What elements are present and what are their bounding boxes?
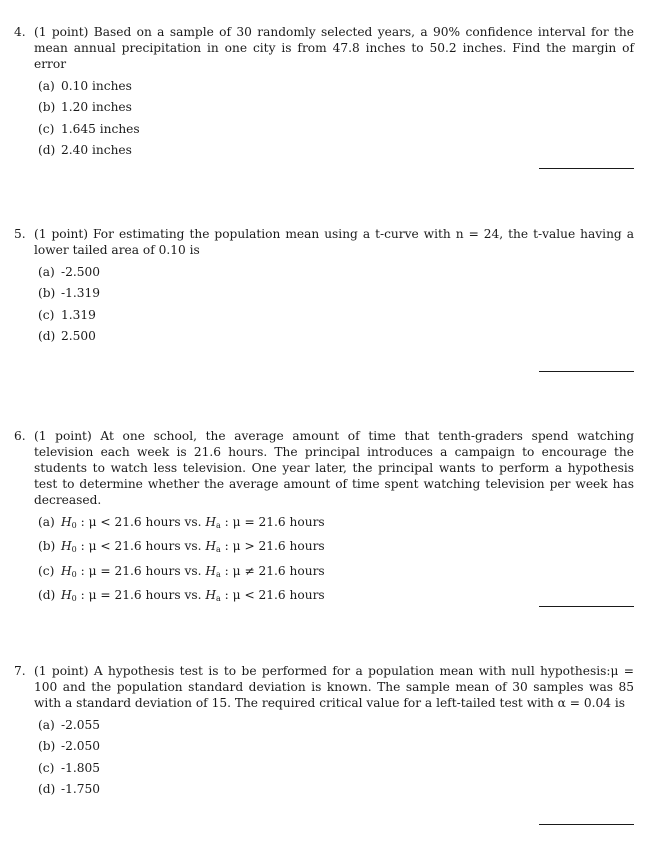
choice-text: 2.500 — [61, 328, 96, 343]
question-text: (1 point) At one school, the average amount of time that tenth-graders spend watching television each week is 21.6 hours. The principal introduces a campaign to encourage the students to watch less television. One year later, the principal wants to perform a hypothesis test to determine whether the average amount of time spent watching television per week has decreased. — [34, 429, 634, 507]
null-hypothesis-symbol: H — [61, 539, 72, 554]
question-stem — [14, 24, 634, 72]
alt-hypothesis-expression: : μ > 21.6 hours — [220, 539, 325, 554]
question-text: (1 point) For estimating the population mean using a t-curve with n = 24, the t-value having a lower tailed area of 0.10 is — [34, 227, 634, 257]
choice-b[interactable] — [38, 536, 634, 560]
choice-d[interactable] — [38, 779, 634, 800]
alt-hypothesis-symbol: H — [205, 515, 217, 529]
choice-d[interactable] — [38, 140, 634, 161]
choice-label: (c) — [38, 121, 55, 136]
choice-text: 1.645 inches — [61, 121, 140, 136]
alt-hypothesis-subscript: a — [216, 593, 221, 603]
alt-hypothesis-subscript: a — [216, 569, 221, 579]
choice-text: -2.500 — [61, 265, 101, 279]
question-text: (1 point) A hypothesis test is to be performed for a population mean with null hypothesis:μ = 100 and the population standard deviation is known. The sample mean of 30 samples was 85 with a standard deviation of 15. The required critical value for a left-tailed test with α = 0.04 is — [34, 664, 634, 710]
choice-b[interactable] — [38, 736, 634, 757]
choice-a[interactable] — [38, 76, 634, 97]
choice-label: (a) — [38, 79, 55, 93]
choice-list — [14, 512, 634, 609]
alt-hypothesis-subscript: a — [216, 521, 221, 530]
choice-label: (a) — [38, 265, 55, 279]
choice-list — [14, 262, 634, 347]
choice-label: (c) — [38, 563, 55, 578]
choice-label: (c) — [38, 307, 55, 322]
choice-text: -1.750 — [61, 781, 101, 796]
question-5 — [14, 226, 634, 347]
answer-line-4[interactable] — [539, 168, 634, 169]
choice-a[interactable] — [38, 715, 634, 736]
question-number: 7. — [14, 664, 26, 678]
choice-a[interactable] — [38, 262, 634, 283]
question-number: 4. — [14, 25, 26, 39]
alt-hypothesis-symbol: H — [205, 563, 217, 578]
null-hypothesis-symbol: H — [61, 515, 72, 529]
question-stem — [14, 663, 634, 711]
choice-text: -1.805 — [61, 760, 101, 775]
choice-label: (b) — [38, 100, 56, 115]
alt-hypothesis-expression: : μ = 21.6 hours — [220, 515, 325, 529]
choice-label: (c) — [38, 760, 55, 775]
question-4 — [14, 24, 634, 161]
alt-hypothesis-symbol: H — [205, 587, 217, 602]
null-hypothesis-expression: : μ = 21.6 hours — [76, 563, 181, 578]
choice-label: (a) — [38, 515, 55, 529]
choice-text: 2.40 inches — [61, 142, 132, 157]
question-stem — [14, 428, 634, 508]
choice-list — [14, 76, 634, 161]
alt-hypothesis-expression: : μ < 21.6 hours — [220, 587, 325, 602]
choice-text: -2.055 — [61, 718, 101, 732]
choice-c[interactable] — [38, 305, 634, 326]
choice-label: (d) — [38, 142, 56, 157]
choice-c[interactable] — [38, 119, 634, 140]
null-hypothesis-subscript: 0 — [71, 569, 77, 579]
alt-hypothesis-symbol: H — [205, 539, 217, 554]
choice-label: (a) — [38, 718, 55, 732]
choice-label: (d) — [38, 587, 56, 602]
null-hypothesis-symbol: H — [61, 563, 72, 578]
choice-c[interactable] — [38, 561, 634, 585]
choice-label: (b) — [38, 286, 56, 301]
versus-text: vs. — [180, 539, 206, 554]
null-hypothesis-expression: : μ = 21.6 hours — [76, 587, 181, 602]
versus-text: vs. — [180, 563, 206, 578]
null-hypothesis-expression: : μ < 21.6 hours — [76, 539, 181, 554]
question-7 — [14, 663, 634, 800]
answer-line-7[interactable] — [539, 824, 634, 825]
choice-label: (d) — [38, 781, 56, 796]
choice-text: -1.319 — [61, 286, 101, 301]
choice-text: 1.20 inches — [61, 100, 132, 115]
versus-text: vs. — [180, 587, 206, 602]
question-number: 5. — [14, 227, 26, 241]
question-number: 6. — [14, 429, 26, 443]
choice-label: (b) — [38, 739, 56, 754]
choice-d[interactable] — [38, 326, 634, 347]
choice-b[interactable] — [38, 97, 634, 118]
answer-line-6[interactable] — [539, 606, 634, 607]
choice-text: -2.050 — [61, 739, 101, 754]
null-hypothesis-expression: : μ < 21.6 hours — [76, 515, 181, 529]
choice-list — [14, 715, 634, 800]
versus-text: vs. — [180, 515, 206, 529]
alt-hypothesis-expression: : μ ≠ 21.6 hours — [220, 563, 325, 578]
null-hypothesis-symbol: H — [61, 587, 72, 602]
null-hypothesis-subscript: 0 — [71, 521, 77, 530]
choice-a[interactable] — [38, 512, 634, 536]
question-6 — [14, 428, 634, 609]
choice-label: (b) — [38, 539, 56, 554]
null-hypothesis-subscript: 0 — [71, 545, 77, 555]
null-hypothesis-subscript: 0 — [71, 593, 77, 603]
choice-b[interactable] — [38, 283, 634, 304]
alt-hypothesis-subscript: a — [216, 545, 221, 555]
choice-label: (d) — [38, 328, 56, 343]
answer-line-5[interactable] — [539, 371, 634, 372]
question-text: (1 point) Based on a sample of 30 randomly selected years, a 90% confidence interval for the mean annual precipitation in one city is from 47.8 inches to 50.2 inches. Find the margin of error — [34, 25, 634, 71]
question-stem — [14, 226, 634, 258]
choice-text: 0.10 inches — [61, 79, 132, 93]
choice-c[interactable] — [38, 758, 634, 779]
choice-text: 1.319 — [61, 307, 96, 322]
